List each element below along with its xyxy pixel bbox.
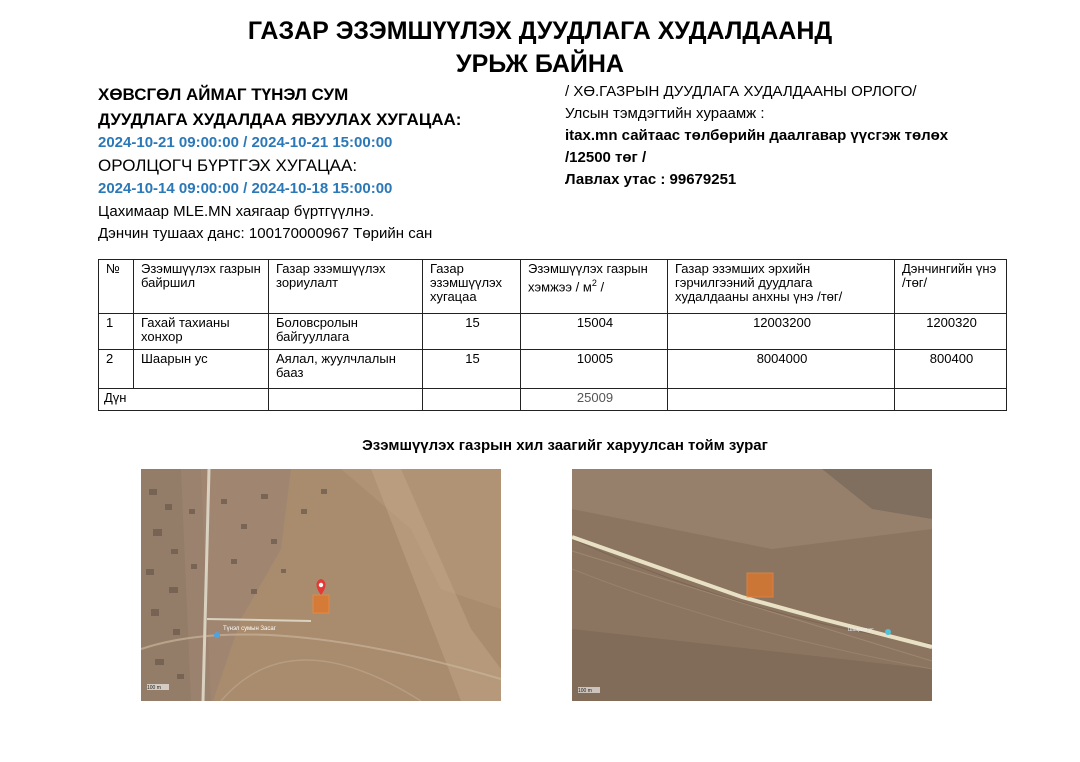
header-deposit: Дэнчингийн үнэ /төг/ [895,260,1007,314]
total-empty-cell [269,389,423,411]
row-area: 10005 [521,350,668,389]
table-total-row [99,389,1007,411]
row-deposit: 800400 [895,350,1007,389]
registration-label: ОРОЛЦОГЧ БҮРТГЭХ ХУГАЦАА: [98,156,358,175]
total-empty-cell [668,389,895,411]
document-title-line-1: ГАЗАР ЭЗЭМШҮҮЛЭХ ДУУДЛАГА ХУДАЛДААНД [247,17,833,45]
row-location: Гахай тахианы хонхор [134,314,269,350]
row-deposit: 1200320 [895,314,1007,350]
fee-amount: /12500 төг / [565,149,647,166]
satellite-map-2 [572,469,932,701]
satellite-map-1 [141,469,501,701]
stamp-fee: Улсын тэмдэгтийн хураамж : [565,105,765,122]
map-2-scale: 100 m [578,688,592,694]
deposit-account: Дэнчин тушаах данс: 100170000967 Төрийн сан [98,225,433,242]
register-note: Цахимаар MLE.MN хаягаар бүртгүүлнэ. [98,203,375,220]
row-location: Шаарын ус [134,350,269,389]
row-term: 15 [423,314,521,350]
map-2-image [572,469,932,701]
table-header-row [99,260,1007,314]
header-area-sup: 2 [591,278,597,288]
header-price: Газар эзэмших эрхийн гэрчилгээний дуудлага худалдааны анхны үнэ /төг/ [668,260,895,314]
map-1-image [141,469,501,701]
map-1-place-label: Түнэл сумын Засаг [223,626,276,632]
header-area-text: Эзэмшүүлэх газрын хэмжээ / м [528,261,648,295]
row-purpose: Аялал, жуулчлалын бааз [269,350,423,389]
row-no: 1 [99,314,134,350]
table-row [99,314,1007,350]
row-area: 15004 [521,314,668,350]
auction-period: 2024-10-21 09:00:00 / 2024-10-21 15:00:00 [98,134,393,151]
header-area-tail: / [596,279,605,295]
total-area: 25009 [521,389,668,411]
land-parcel-table [98,259,1007,411]
header-area [521,260,668,314]
fee-label: / ХӨ.ГАЗРЫН ДУУДЛАГА ХУДАЛДААНЫ ОРЛОГО/ [565,83,917,100]
total-empty-cell [895,389,1007,411]
auction-period-label: ДУУДЛАГА ХУДАЛДАА ЯВУУЛАХ ХУГАЦАА: [98,110,462,129]
map-1-scale: 100 m [147,685,161,691]
registration-period: 2024-10-14 09:00:00 / 2024-10-18 15:00:00 [98,180,393,197]
row-purpose: Боловсролын байгууллага [269,314,423,350]
table-row [99,350,1007,389]
header-no: № [99,260,134,314]
row-price: 12003200 [668,314,895,350]
header-term: Газар эзэмшүүлэх хугацаа [423,260,521,314]
row-no: 2 [99,350,134,389]
row-price: 8004000 [668,350,895,389]
map-2-place-label: Шаарын ус [848,627,874,633]
total-empty-cell [423,389,521,411]
row-term: 15 [423,350,521,389]
location-heading: ХӨВСГӨЛ АЙМАГ ТҮНЭЛ СУМ [98,85,349,104]
contact-phone: Лавлах утас : 99679251 [565,171,737,188]
header-purpose: Газар эзэмшүүлэх зориулалт [269,260,423,314]
total-label: Дүн [99,389,269,411]
document-title-line-2: УРЬЖ БАЙНА [456,50,624,78]
fee-instruction: itax.mn сайтаас төлбөрийн даалгавар үүсгэж төлөх [565,127,949,144]
maps-caption: Эзэмшүүлэх газрын хил заагийг харуулсан тойм зураг [362,437,768,454]
header-location: Эзэмшүүлэх газрын байршил [134,260,269,314]
